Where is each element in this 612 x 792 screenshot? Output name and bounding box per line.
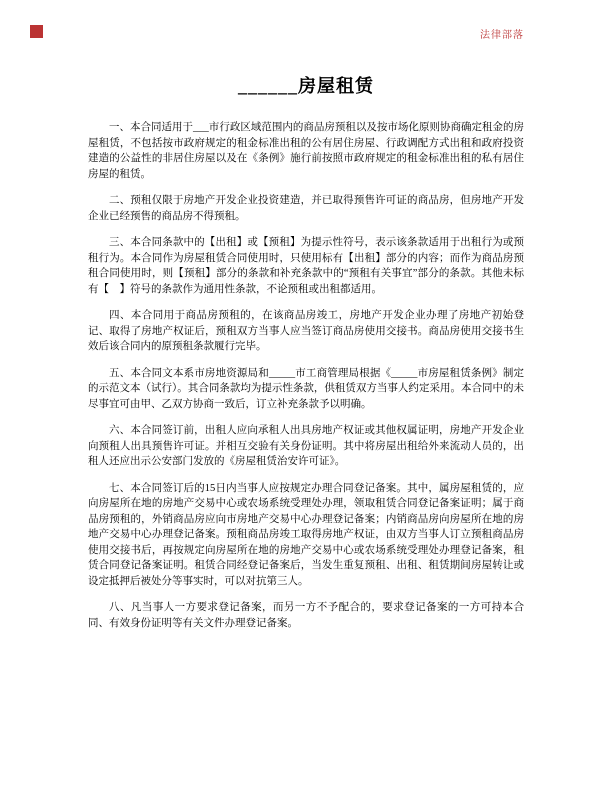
document-title: ______房屋租赁 — [238, 76, 374, 96]
brand-text: 法律部落 — [480, 30, 524, 41]
paragraph-5: 五、本合同文本系市房地资源局和_____市工商管理局根据《_____市房屋租赁条例》制定的示范文本（试行）。其合同条款均为提示性条款，供租赁双方当事人约定采用。本合同中的未尽事宜可由甲、乙双方协商一致后，订立补充条款予以明确。 — [88, 367, 524, 410]
paragraph-6: 六、本合同签订前，出租人应向承租人出具房地产权证或其他权属证明，房地产开发企业向预租人出具预售许可证。并相互交验有关身份证明。其中将房屋出租给外来流动人员的，出租人还应出示公安部门发放的《房屋租赁治安许可证》。 — [88, 425, 524, 467]
paragraph-1: 一、本合同适用于___市行政区域范围内的商品房预租以及按市场化原则协商确定租金的房屋租赁，不包括按市政府规定的租金标准出租的公有居住房屋、行政调配方式出租和政府投资建造的公益性的非居住房屋以及在《条例》施行前按照市政府规定的租金标准出租的私有居住房屋的租赁。 — [88, 122, 524, 180]
paragraph-8: 八、凡当事人一方要求登记备案，而另一方不予配合的，要求登记备案的一方可持本合同、有效身份证明等有关文件办理登记备案。 — [88, 602, 524, 629]
red-square-logo-icon — [30, 25, 43, 38]
paragraph-7: 七、本合同签订后的15日内当事人应按规定办理合同登记备案。其中，属房屋租赁的，应向房屋所在地的房地产交易中心或农场系统受理处办理，领取租赁合同登记备案证明；属于商品房预租的，外销商品房应向市房地产交易中心办理登记备案；内销商品房向房屋所在地的房地产交易中心办理登记备案。预租商品房竣工取得房地产权证，由双方当事人订立预租商品房使用交接书后，再按规定向房屋所在地的房地产交易中心或农场系统受理处办理登记备案，租赁合同登记备案证明。租赁合同经登记备案后，当发生重复预租、出租、租赁期间房屋转让或设定抵押后被处分等事实时，可以对抗第三人。 — [88, 482, 524, 587]
paragraph-4: 四、本合同用于商品房预租的，在该商品房竣工，房地产开发企业办理了房地产初始登记、取得了房地产权证后，预租双方当事人应当签订商品房使用交接书。商品房使用交接书生效后该合同内的原预租条款履行完毕。 — [88, 310, 524, 352]
paragraph-3: 三、本合同条款中的【出租】或【预租】为提示性符号，表示该条款适用于出租行为或预租行为。本合同作为房屋租赁合同使用时，只使用标有【出租】部分的内容；而作为商品房预租合同使用时，则【预租】部分的条款和补充条款中的“预租有关事宜”部分的条款。其他未标有【 】符号的条款作为通用性条款，不论预租或出租都适用。 — [88, 237, 524, 295]
paragraph-2: 二、预租仅限于房地产开发企业投资建造，并已取得预售许可证的商品房，但房地产开发企业已经预售的商品房不得预租。 — [88, 195, 524, 222]
document-body — [88, 120, 524, 642]
